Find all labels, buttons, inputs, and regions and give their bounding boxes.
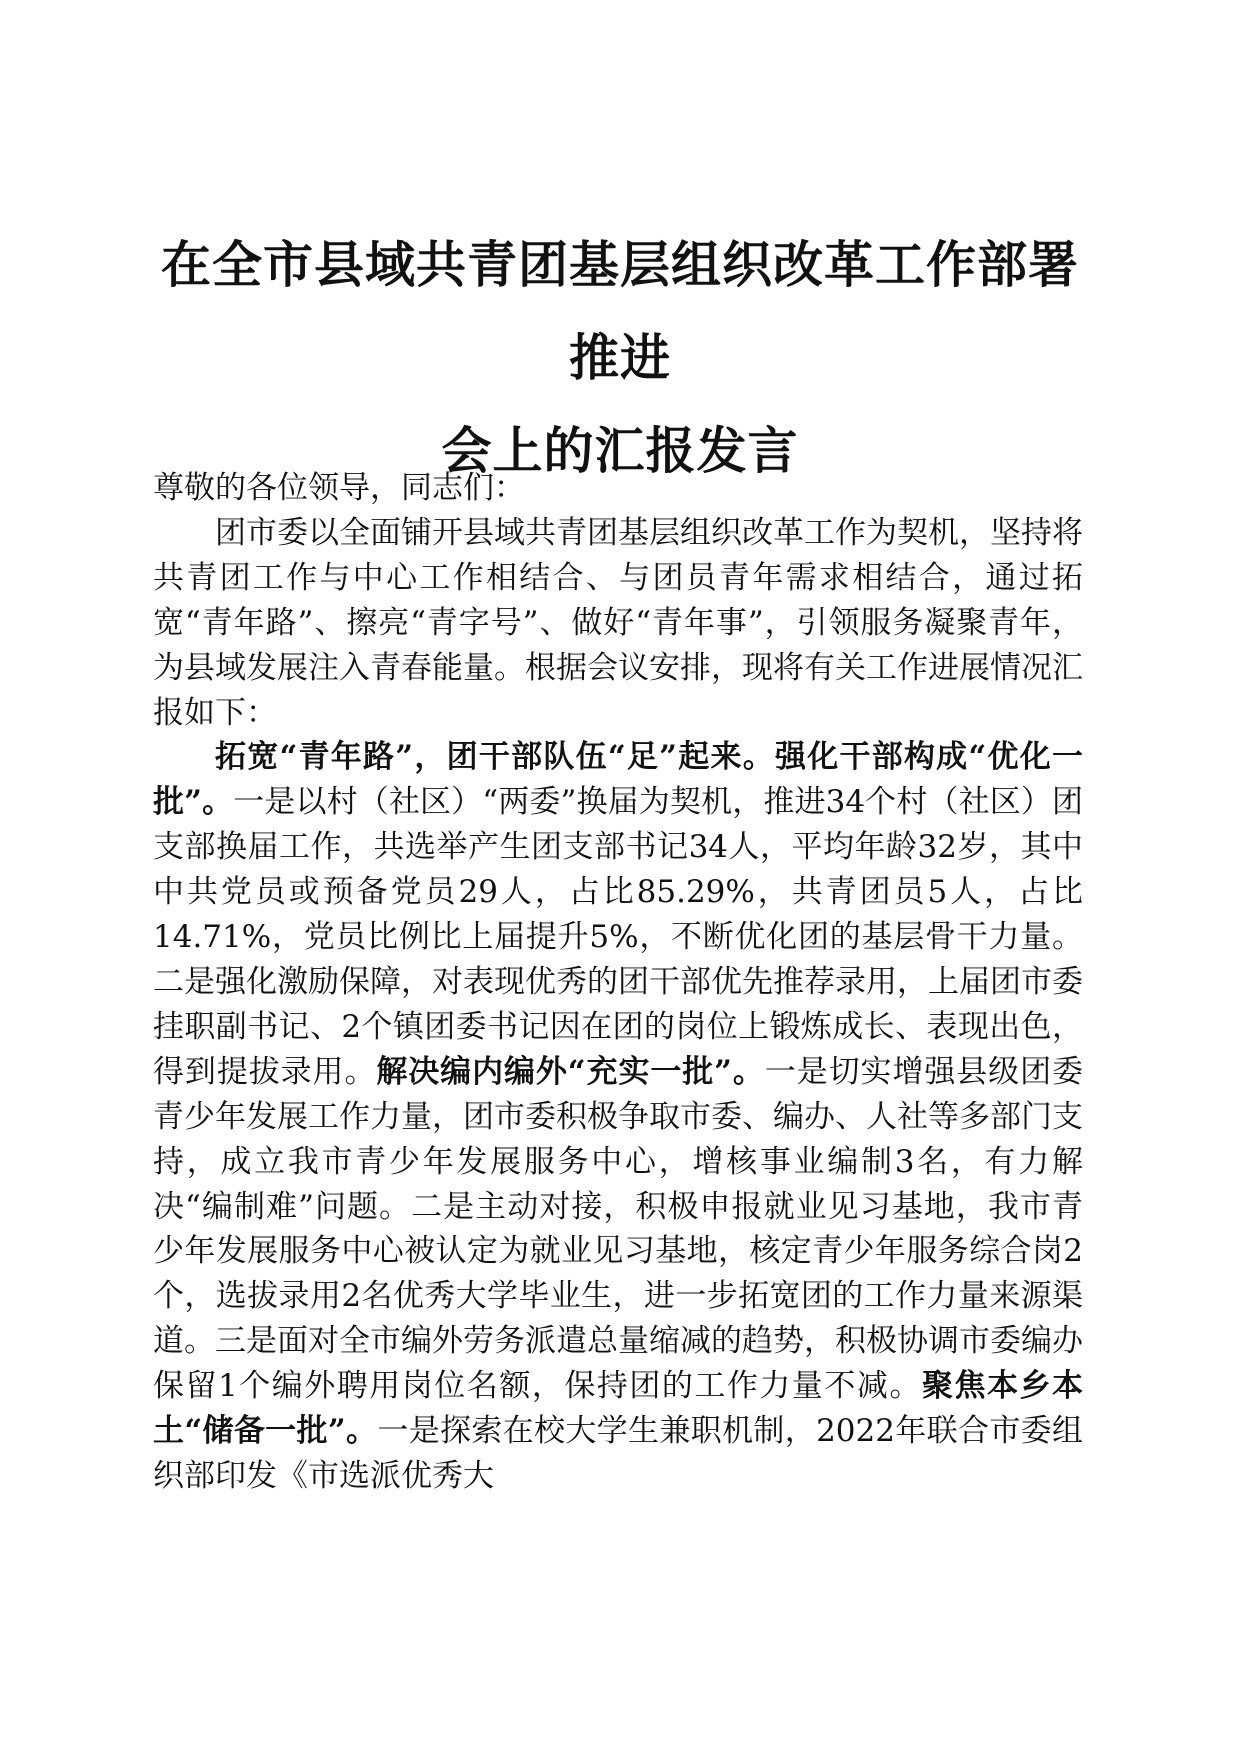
- sub-1-title: 强化干部构成“优化一批”。: [153, 739, 1083, 821]
- sub-1-text: 一是以村（社区）“两委”换届为契机，推进34个村（社区）团支部换届工作，共选举产生团支部书记34人，平均年龄32岁，其中中共党员或预备党员29人，占比85.29%，共青团员5人，占比14.71%，党员比例比上届提升5%，不断优化团的基层骨干力量。二是强化激励保障，对表现优秀的团干部优先推荐录用，上届团市委挂职副书记、2个镇团委书记因在团的岗位上锻炼成长、表现出色，得到提拔录用。: [153, 784, 1083, 1090]
- section-1-paragraph: [153, 735, 1083, 1498]
- title-line-2: 会上的汇报发言: [441, 421, 799, 480]
- section-1-heading: 拓宽“青年路”，团干部队伍“足”起来。: [215, 739, 775, 776]
- document-title: [140, 218, 1100, 497]
- intro-paragraph: 团市委以全面铺开县域共青团基层组织改革工作为契机，坚持将共青团工作与中心工作相结合、与团员青年需求相结合，通过拓宽“青年路”、擦亮“青字号”、做好“青年事”，引领服务凝聚青年，为县域发展注入青春能量。根据会议安排，现将有关工作进展情况汇报如下：: [153, 514, 1083, 731]
- sub-3-text: 一是探索在校大学生兼职机制，2022年联合市委组织部印发《市选派优秀大: [153, 1413, 1083, 1494]
- sub-2-title: 解决编内编外“充实一批”。: [376, 1053, 765, 1090]
- sub-3-title: 聚焦本乡本土“储备一批”。: [153, 1368, 1083, 1450]
- title-line-1: 在全市县域共青团基层组织改革工作部署推进: [161, 235, 1079, 387]
- document-body: [153, 466, 1083, 1499]
- sub-2-text: 一是切实增强县级团委青少年发展工作力量，团市委积极争取市委、编办、人社等多部门支持，成立我市青少年发展服务中心，增核事业编制3名，有力解决“编制难”问题。二是主动对接，积极申报就业见习基地，我市青少年发展服务中心被认定为就业见习基地，核定青少年服务综合岗2个，选拔录用2名优秀大学毕业生，进一步拓宽团的工作力量来源渠道。三是面对全市编外劳务派遣总量缩减的趋势，积极协调市委编办保留1个编外聘用岗位名额，保持团的工作力量不减。: [153, 1053, 1083, 1405]
- salutation: 尊敬的各位领导，同志们：: [153, 470, 525, 506]
